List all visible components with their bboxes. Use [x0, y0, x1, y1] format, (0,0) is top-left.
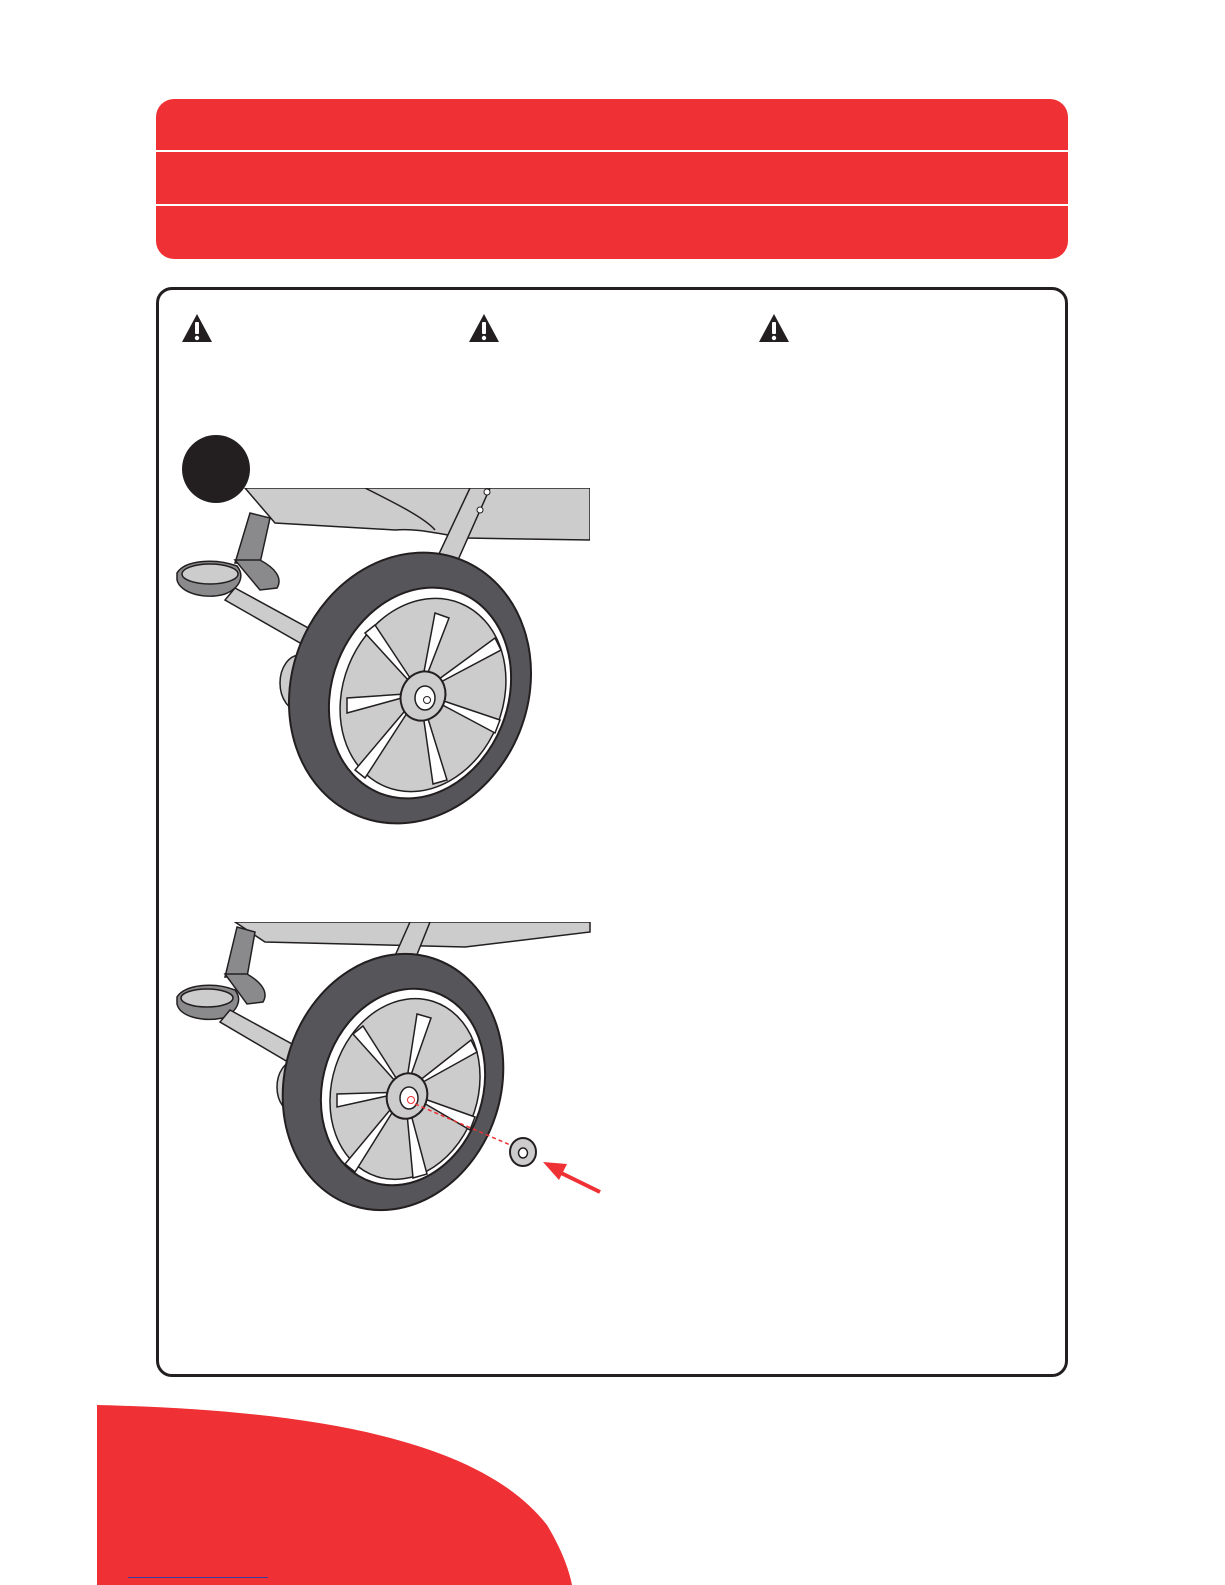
banner-divider [156, 150, 1068, 152]
stroller-wheel-illustration [165, 488, 590, 833]
header-banner [156, 99, 1068, 259]
wheel-washer-illustration [165, 922, 610, 1227]
footer-underline [128, 1577, 268, 1578]
warning-triangle-icon [467, 312, 501, 344]
footer-corner-shape [97, 1405, 577, 1585]
banner-band-2 [156, 153, 1068, 205]
banner-band-3 [156, 207, 1068, 259]
warning-triangle-icon [180, 312, 214, 344]
banner-divider [156, 204, 1068, 206]
warning-triangle-icon [757, 312, 791, 344]
banner-band-1 [156, 99, 1068, 151]
